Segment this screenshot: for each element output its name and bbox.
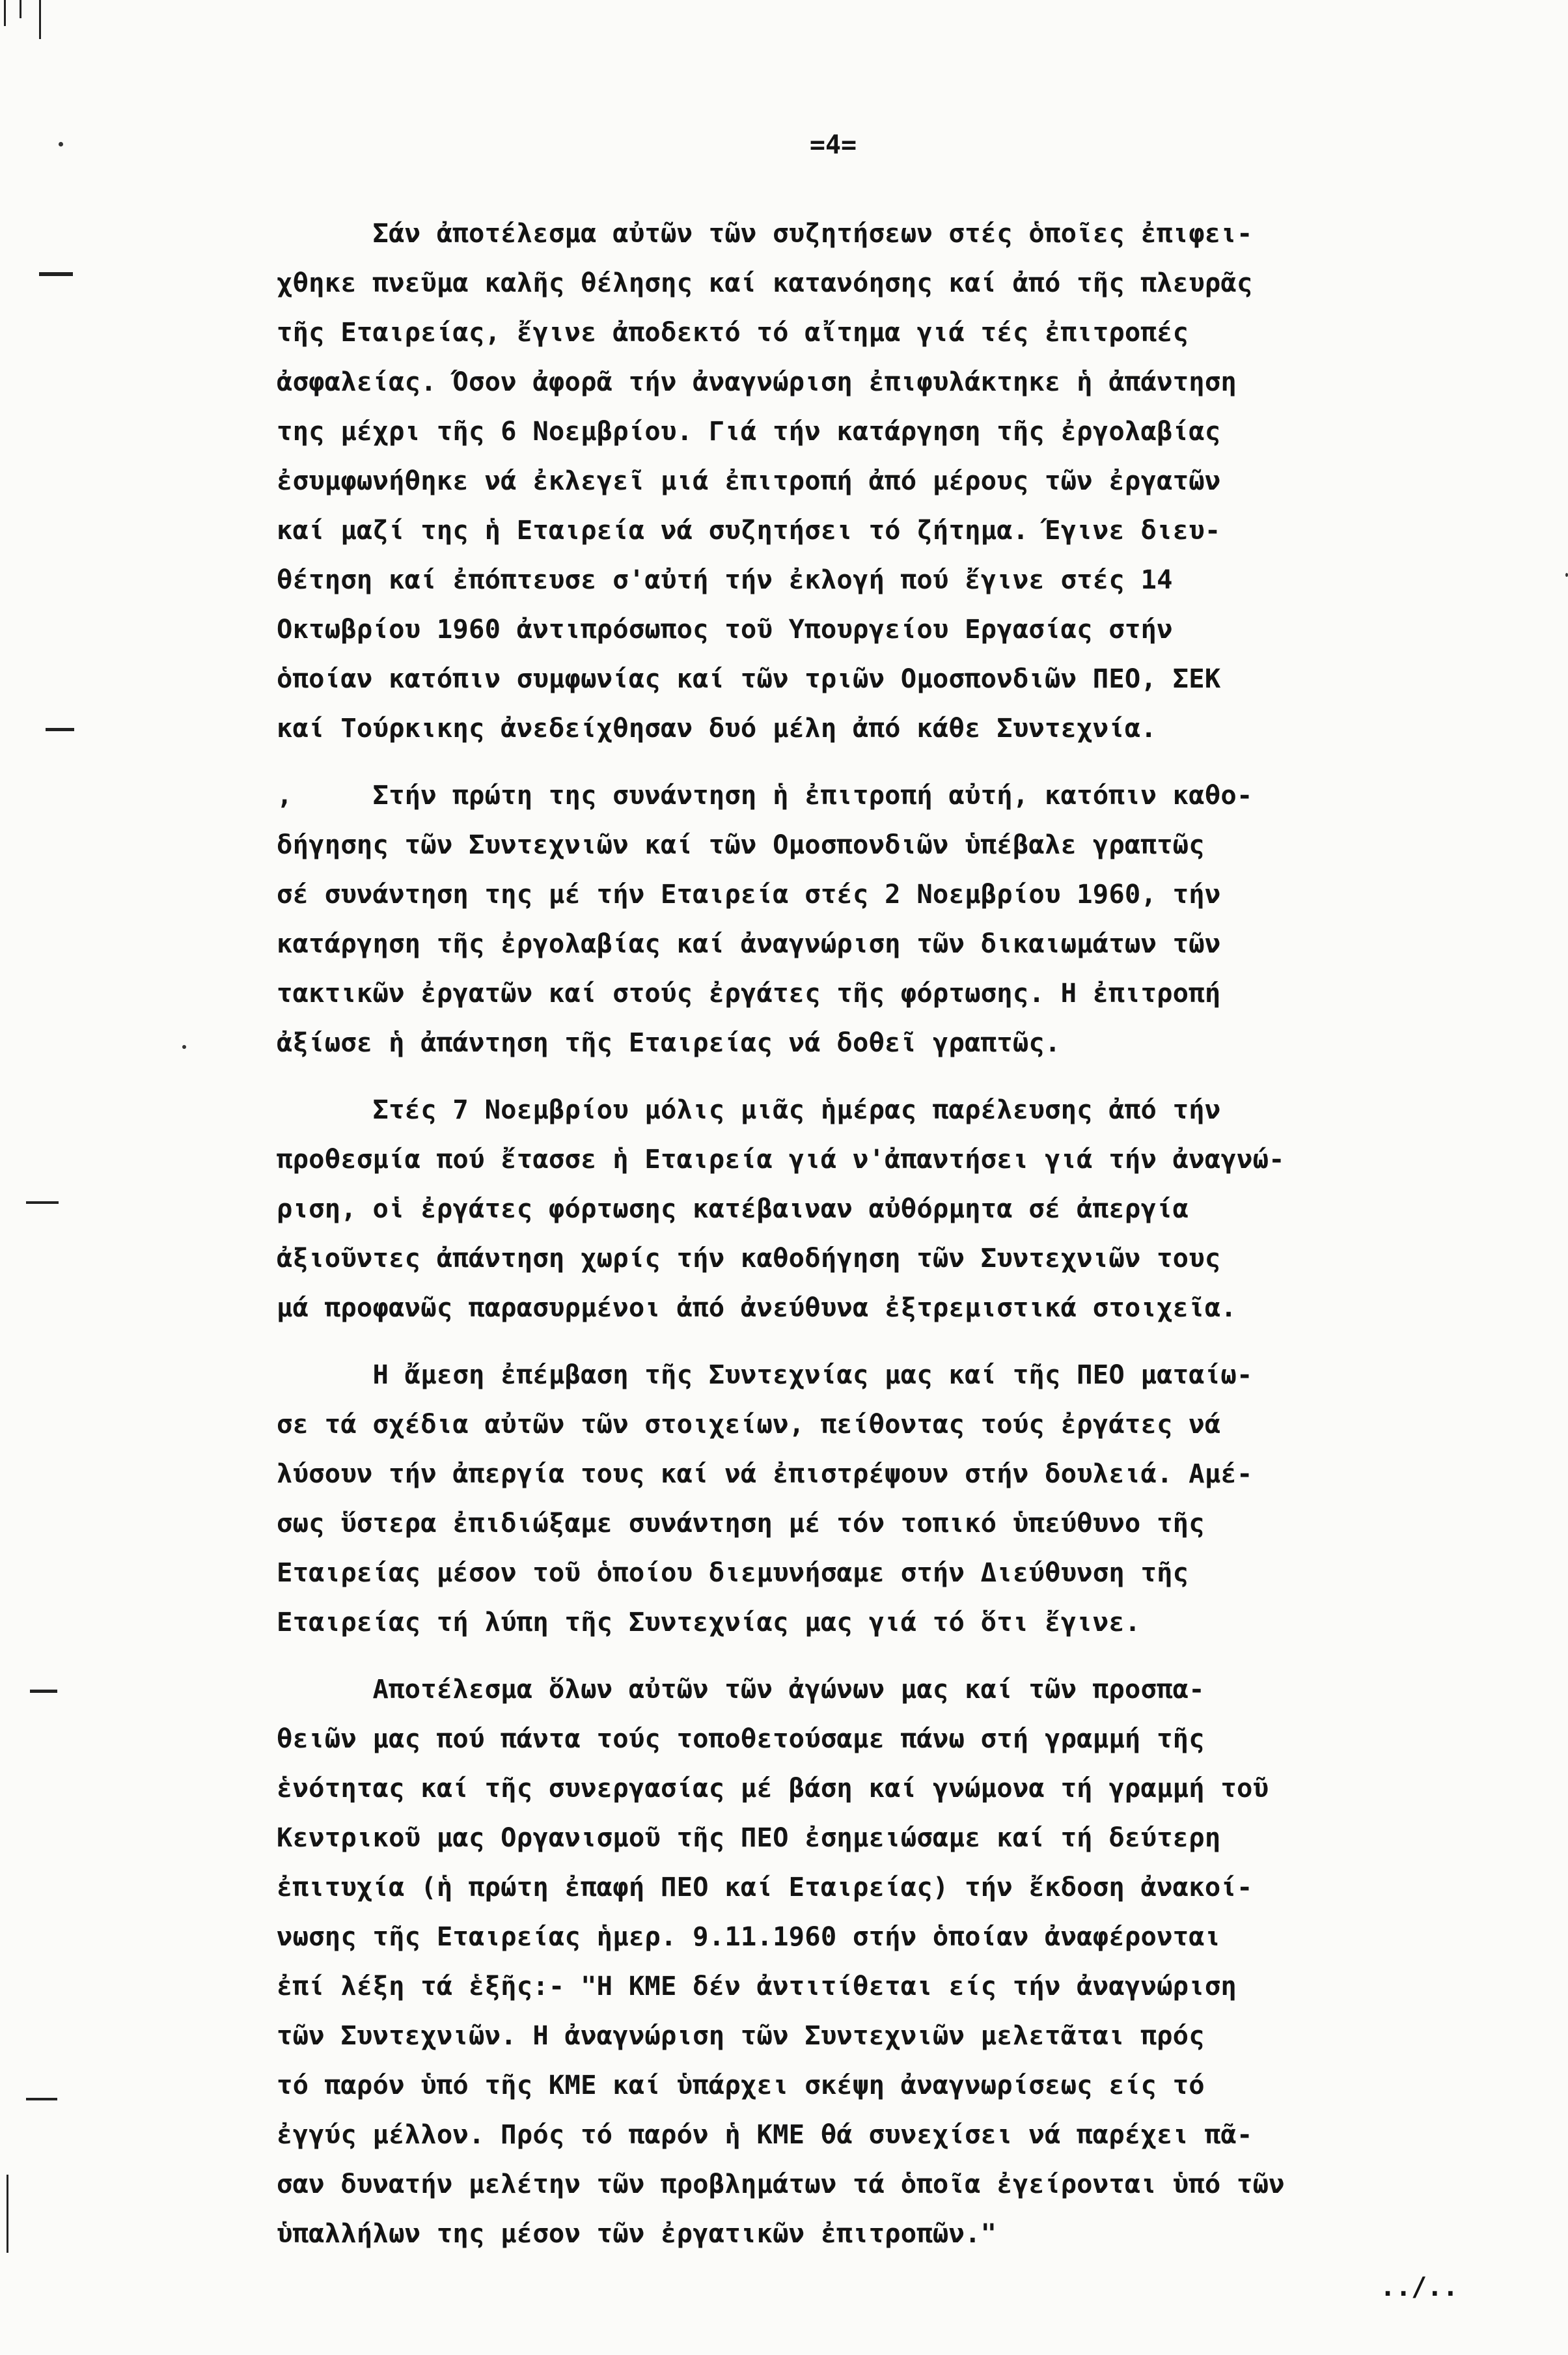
paragraph	[277, 1350, 1546, 1647]
text-line: χθηκε πνεῦμα καλῆς θέλησης καί κατανόησης καί ἀπό τῆς πλευρᾶς	[277, 267, 1253, 298]
text-line: δήγησης τῶν Συντεχνιῶν καί τῶν Ομοσπονδιῶν ὑπέβαλε γραπτῶς	[277, 829, 1205, 860]
text-line: ὑπαλλήλων της μέσον τῶν ἐργατικῶν ἐπιτροπῶν."	[277, 2218, 997, 2249]
text-line: θέτηση καί ἐπόπτευσε σ'αὐτή τήν ἐκλογή πού ἔγινε στές 14	[277, 564, 1173, 595]
edge-line	[39, 0, 41, 39]
text-line: ἀσφαλείας. Όσον ἀφορᾶ τήν ἀναγνώριση ἐπιφυλάκτηκε ἡ ἀπάντηση	[277, 366, 1237, 397]
text-line: τῶν Συντεχνιῶν. Η ἀναγνώριση τῶν Συντεχνιῶν μελετᾶται πρός	[277, 2020, 1205, 2051]
text-line: ἑνότητας καί τῆς συνεργασίας μέ βάση καί γνώμονα τή γραμμή τοῦ	[277, 1772, 1269, 1804]
text-line: ἀξίωσε ἡ ἀπάντηση τῆς Εταιρείας νά δοθεῖ γραπτῶς.	[277, 1027, 1061, 1058]
text-line: καί Τούρκικης ἀνεδείχθησαν δυό μέλη ἀπό κάθε Συντεχνία.	[277, 712, 1157, 744]
text-line: καί μαζί της ἡ Εταιρεία νά συζητήσει τό ζήτημα. Έγινε διευ-	[277, 514, 1221, 546]
text-line: ἐπιτυχία (ἡ πρώτη ἐπαφή ΠΕΟ καί Εταιρείας) τήν ἔκδοση ἀνακοί-	[277, 1871, 1253, 1902]
text-line: θειῶν μας πού πάντα τούς τοποθετούσαμε πάνω στή γραμμή τῆς	[277, 1723, 1205, 1754]
text-line: Στές 7 Νοεμβρίου μόλις μιᾶς ἡμέρας παρέλευσης ἀπό τήν	[277, 1094, 1221, 1125]
binding-mark	[30, 1690, 57, 1693]
text-line: Κεντρικοῦ μας Οργανισμοῦ τῆς ΠΕΟ ἐσημειώσαμε καί τή δεύτερη	[277, 1822, 1221, 1853]
edge-line	[20, 0, 21, 18]
text-line: ἐσυμφωνήθηκε νά ἐκλεγεῖ μιά ἐπιτροπή ἀπό μέρους τῶν ἐργατῶν	[277, 465, 1221, 496]
text-line: νωσης τῆς Εταιρείας ἡμερ. 9.11.1960 στήν ὁποίαν ἀναφέρονται	[277, 1921, 1221, 1952]
continuation-mark: ../..	[1380, 2272, 1459, 2302]
paragraph	[277, 1085, 1546, 1332]
binding-mark	[26, 1201, 59, 1204]
paragraph	[277, 770, 1546, 1067]
paragraph	[277, 208, 1546, 753]
speck	[182, 1045, 186, 1049]
binding-mark	[26, 2098, 57, 2100]
edge-line	[4, 0, 6, 26]
text-line: Σάν ἀποτέλεσμα αὐτῶν τῶν συζητήσεων στές ὁποῖες ἐπιφει-	[277, 217, 1253, 249]
text-line: προθεσμία πού ἔτασσε ἡ Εταιρεία γιά ν'ἀπαντήσει γιά τήν ἀναγνώ-	[277, 1143, 1285, 1175]
text-line: ἀξιοῦντες ἀπάντηση χωρίς τήν καθοδήγηση τῶν Συντεχνιῶν τους	[277, 1242, 1221, 1274]
page-number: =4=	[809, 130, 857, 160]
text-line: Οκτωβρίου 1960 ἀντιπρόσωπος τοῦ Υπουργείου Εργασίας στήν	[277, 613, 1173, 645]
text-line: Εταιρείας μέσον τοῦ ὁποίου διεμυνήσαμε στήν Διεύθυνση τῆς	[277, 1557, 1189, 1588]
text-line: , Στήν πρώτη της συνάντηση ἡ ἐπιτροπή αὐτή, κατόπιν καθο-	[277, 779, 1253, 811]
text-line: σε τά σχέδια αὐτῶν τῶν στοιχείων, πείθοντας τούς ἐργάτες νά	[277, 1408, 1221, 1440]
body-text	[277, 208, 1546, 2258]
text-line: τακτικῶν ἐργατῶν καί στούς ἐργάτες τῆς φόρτωσης. Η ἐπιτροπή	[277, 977, 1221, 1009]
speck	[59, 142, 63, 146]
text-line: μά προφανῶς παρασυρμένοι ἀπό ἀνεύθυνα ἐξτρεμιστικά στοιχεῖα.	[277, 1292, 1237, 1323]
text-line: σέ συνάντηση της μέ τήν Εταιρεία στές 2 Νοεμβρίου 1960, τήν	[277, 878, 1221, 910]
text-line: Εταιρείας τή λύπη τῆς Συντεχνίας μας γιά τό ὅτι ἔγινε.	[277, 1606, 1141, 1637]
speck	[1565, 573, 1568, 577]
paragraph	[277, 1664, 1546, 2258]
text-line: Αποτέλεσμα ὅλων αὐτῶν τῶν ἀγώνων μας καί τῶν προσπα-	[277, 1673, 1205, 1705]
text-line: Η ἄμεση ἐπέμβαση τῆς Συντεχνίας μας καί τῆς ΠΕΟ ματαίω-	[277, 1359, 1253, 1390]
text-line: κατάργηση τῆς ἐργολαβίας καί ἀναγνώριση τῶν δικαιωμάτων τῶν	[277, 928, 1221, 959]
binding-mark	[39, 272, 73, 276]
text-line: ἐπί λέξη τά ἑξῆς:- "Η ΚΜΕ δέν ἀντιτίθεται είς τήν ἀναγνώριση	[277, 1970, 1237, 2001]
text-line: ἐγγύς μέλλον. Πρός τό παρόν ἡ ΚΜΕ θά συνεχίσει νά παρέχει πᾶ-	[277, 2119, 1253, 2150]
text-line: τῆς Εταιρείας, ἔγινε ἀποδεκτό τό αἴτημα γιά τές ἐπιτροπές	[277, 316, 1189, 348]
binding-mark	[46, 728, 74, 731]
text-line: σαν δυνατήν μελέτην τῶν προβλημάτων τά ὁποῖα ἐγείρονται ὑπό τῶν	[277, 2168, 1285, 2199]
text-line: της μέχρι τῆς 6 Νοεμβρίου. Γιά τήν κατάργηση τῆς ἐργολαβίας	[277, 415, 1221, 447]
text-line: ριση, οἱ ἐργάτες φόρτωσης κατέβαιναν αὐθόρμητα σέ ἀπεργία	[277, 1193, 1189, 1224]
edge-line	[7, 2175, 8, 2253]
text-line: σως ὕστερα ἐπιδιώξαμε συνάντηση μέ τόν τοπικό ὑπεύθυνο τῆς	[277, 1507, 1205, 1539]
text-line: ὁποίαν κατόπιν συμφωνίας καί τῶν τριῶν Ομοσπονδιῶν ΠΕΟ, ΣΕΚ	[277, 663, 1221, 694]
text-line: τό παρόν ὑπό τῆς ΚΜΕ καί ὑπάρχει σκέψη ἀναγνωρίσεως είς τό	[277, 2069, 1205, 2100]
text-line: λύσουν τήν ἀπεργία τους καί νά ἐπιστρέψουν στήν δουλειά. Αμέ-	[277, 1458, 1253, 1489]
